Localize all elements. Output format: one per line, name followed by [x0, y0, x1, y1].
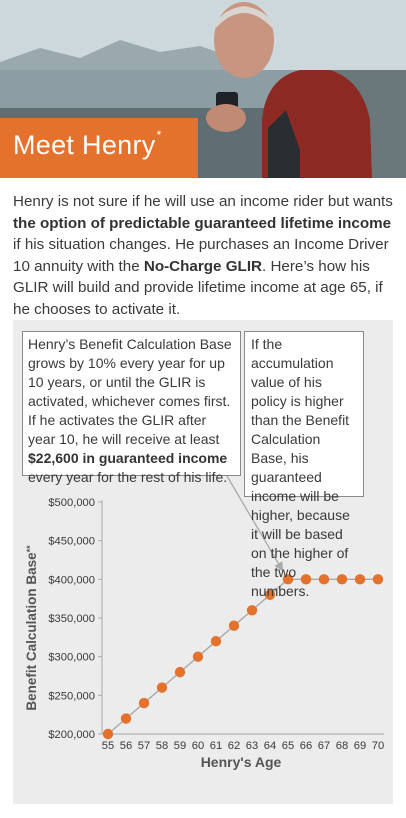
x-tick-label: 67 — [317, 740, 331, 752]
y-tick-label: $200,000 — [48, 729, 95, 741]
callout-left-text-2: every year for the rest of his life. — [28, 469, 228, 485]
y-axis-label-text: Benefit Calculation Base — [24, 552, 39, 711]
callout-right — [244, 331, 364, 599]
x-tick-label: 60 — [191, 740, 205, 752]
intro-bold-2: No-Charge GLIR — [143, 257, 263, 275]
x-tick-label: 58 — [155, 740, 169, 752]
data-point — [247, 605, 257, 615]
x-tick-label: 66 — [299, 740, 313, 752]
callout-right-text: If the accumulation value of his policy is higher than the Benefit Calculation Base, his guaranteed income will be higher, because it will be based on the higher of the two numbers. — [251, 336, 350, 599]
y-tick-label: $500,000 — [48, 497, 95, 509]
x-tick-label: 61 — [209, 740, 223, 752]
y-axis-label-mark: ** — [25, 545, 35, 553]
data-point — [103, 729, 113, 739]
y-tick-label: $350,000 — [48, 613, 95, 625]
x-tick-label: 64 — [263, 740, 277, 752]
data-point — [121, 713, 131, 723]
title-footnote-mark: * — [156, 128, 162, 142]
data-point — [157, 682, 167, 692]
series-polyline — [108, 579, 378, 734]
title-label: Meet Henry — [13, 130, 156, 160]
callout-left-text-1: Henry’s Benefit Calculation Base grows by 10% every year for up 10 years, or until the GLIR is activated, whichever comes first. If he activates the GLIR after year 10, he will receive at least — [28, 336, 232, 447]
data-point — [337, 574, 347, 584]
y-axis-label — [24, 545, 39, 711]
data-point — [139, 698, 149, 708]
x-tick-label: 59 — [173, 740, 187, 752]
x-tick-label: 55 — [101, 740, 115, 752]
x-tick-label: 63 — [245, 740, 259, 752]
x-tick-labels — [102, 740, 384, 752]
series-points — [103, 574, 383, 739]
x-axis-label: Henry's Age — [200, 754, 282, 770]
intro-text-3: . Here’s how his GLIR will build and provide lifetime income at age 65, if he chooses to activate it. — [13, 257, 383, 318]
data-point — [319, 574, 329, 584]
callout-left — [22, 331, 241, 485]
series-line — [108, 579, 378, 734]
y-tick-label: $300,000 — [48, 651, 95, 664]
x-tick-label: 57 — [137, 740, 151, 752]
y-tick-label: $400,000 — [48, 574, 95, 587]
x-tick-label: 65 — [281, 740, 295, 752]
x-tick-label: 69 — [353, 740, 367, 752]
x-tick-label: 70 — [371, 740, 385, 752]
y-tick-labels — [48, 497, 102, 741]
data-point — [373, 574, 383, 584]
y-tick-label: $250,000 — [48, 690, 95, 703]
intro-bold-1: the option of predictable guaranteed lifetime income — [13, 214, 392, 232]
data-point — [175, 667, 185, 677]
x-tick-label: 68 — [335, 740, 349, 752]
intro-text-1: Henry is not sure if he will use an income rider but wants — [13, 193, 393, 210]
data-point — [229, 621, 239, 631]
y-tick-label: $450,000 — [48, 535, 95, 548]
callout-left-bold: $22,600 in guaranteed income — [28, 450, 228, 466]
data-point — [355, 574, 365, 584]
intro-text-2: if his situation changes. He purchases an Income Driver 10 annuity with the — [13, 236, 389, 275]
data-point — [193, 651, 203, 661]
data-point — [211, 636, 221, 646]
x-tick-label: 56 — [119, 740, 133, 752]
x-tick-label: 62 — [227, 740, 241, 752]
